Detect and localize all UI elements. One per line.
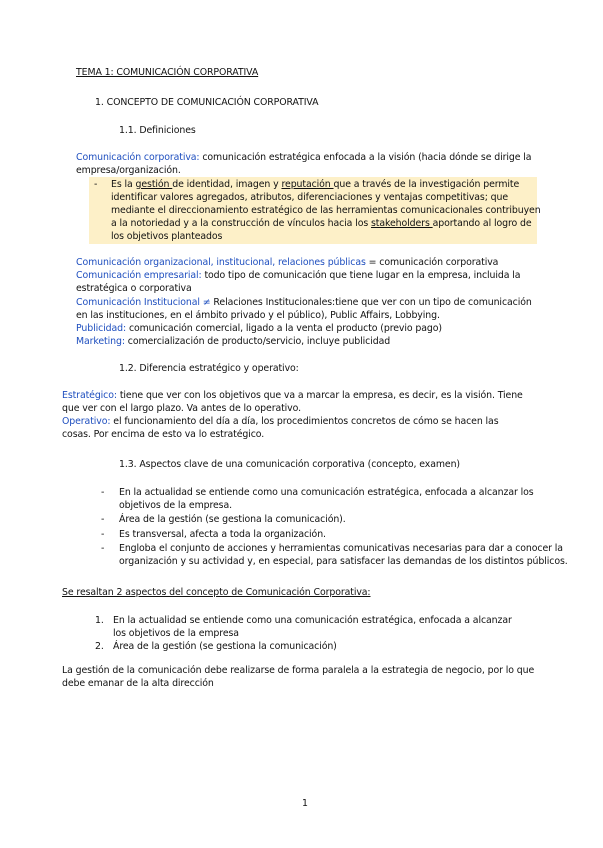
definition-empresarial-cont: estratégica o corporativa (76, 283, 192, 294)
definition-text-cont: empresa/organización. (76, 165, 181, 176)
term-stakeholders: stakeholders (371, 218, 433, 229)
subsection-heading-diferencia: 1.2. Diferencia estratégico y operativo: (119, 363, 299, 374)
text: Es la (111, 179, 136, 190)
term-organizacional: Comunicación organizacional, institucional, relaciones públicas (76, 257, 366, 268)
bullet-marker: - (101, 543, 105, 554)
list-dash: - (94, 179, 98, 190)
text: a la notoriedad y a la construcción de vínculos hacia los (111, 218, 372, 229)
term-institucional: Comunicación Institucional ≠ (76, 297, 211, 308)
list-number-1: 1. (95, 615, 104, 626)
page-title: TEMA 1: COMUNICACIÓN CORPORATIVA (76, 67, 259, 78)
bullet-4-cont: organización y su actividad y, en especial, para satisfacer las demandas de los distintos públicos. (119, 556, 568, 567)
term-estrategico: Estratégico: (62, 390, 117, 401)
closing-paragraph: La gestión de la comunicación debe realizarse de forma paralela a la estrategia de negocio, por lo que (62, 665, 535, 676)
definition-text: comunicación estratégica enfocada a la visión (hacia dónde se dirige la (199, 152, 532, 163)
definition-operativo (62, 415, 498, 428)
text: de identidad, imagen y (172, 179, 282, 190)
subsection-heading-aspectos: 1.3. Aspectos clave de una comunicación corporativa (concepto, examen) (119, 459, 460, 470)
numbered-item-2: Área de la gestión (se gestiona la comunicación) (113, 641, 337, 652)
definition-estrategico-cont: que ver con el largo plazo. Va antes de lo operativo. (62, 403, 301, 414)
text: que a través de la investigación permite (333, 179, 520, 190)
subsection-heading-definiciones: 1.1. Definiciones (119, 125, 196, 136)
text: aportando al logro de (432, 218, 532, 229)
term-comunicacion-corporativa: Comunicación corporativa: (76, 152, 200, 163)
definition-estrategico (62, 389, 523, 402)
page-number: 1 (302, 798, 308, 809)
highlight-line-1 (111, 178, 535, 191)
definition-corporativa (76, 151, 536, 164)
definition-institucional (76, 296, 532, 309)
term-marketing: Marketing: (76, 336, 125, 347)
closing-paragraph-cont: debe emanar de la alta dirección (62, 678, 214, 689)
bullet-1: En la actualidad se entiende como una comunicación estratégica, enfocada a alcanzar los (119, 487, 534, 498)
highlight-line-5: los objetivos planteados (111, 231, 223, 242)
term-publicidad: Publicidad: (76, 323, 127, 334)
definition-operativo-cont: cosas. Por encima de esto va lo estratégico. (62, 429, 265, 440)
section-heading: 1. CONCEPTO DE COMUNICACIÓN CORPORATIVA (95, 97, 319, 108)
highlight-line-2: identificar valores agregados, atributos, diferenciaciones y ventajas competitivas; que (111, 192, 509, 203)
definition-empresarial (76, 269, 520, 282)
term-empresarial: Comunicación empresarial: (76, 270, 202, 281)
numbered-item-1: En la actualidad se entiende como una comunicación estratégica, enfocada a alcanzar (113, 615, 512, 626)
definition-publicidad (76, 322, 442, 335)
bullet-3: Es transversal, afecta a toda la organización. (119, 529, 326, 540)
highlight-line-4 (111, 217, 532, 230)
resaltan-heading: Se resaltan 2 aspectos del concepto de Comunicación Corporativa: (62, 587, 371, 598)
term-reputacion: reputación (281, 179, 334, 190)
bullet-1-cont: objetivos de la empresa. (119, 500, 232, 511)
numbered-item-1-cont: los objetivos de la empresa (113, 628, 239, 639)
text: todo tipo de comunicación que tiene lugar en la empresa, incluida la (201, 270, 521, 281)
term-gestion: gestión (135, 179, 173, 190)
bullet-2: Área de la gestión (se gestiona la comunicación). (119, 514, 346, 525)
text: comunicación comercial, ligado a la venta el producto (previo pago) (126, 323, 442, 334)
text: Relaciones Institucionales:tiene que ver con un tipo de comunicación (210, 297, 532, 308)
definition-organizacional (76, 256, 498, 269)
highlight-line-3: mediante el direccionamiento estratégico de las herramientas comunicacionales contribuyen (111, 205, 541, 216)
text: comercialización de producto/servicio, incluye publicidad (124, 336, 391, 347)
term-operativo: Operativo: (62, 416, 111, 427)
definition-institucional-cont: en las instituciones, en el ámbito privado y el público), Public Affairs, Lobbying. (76, 310, 440, 321)
text: el funcionamiento del día a día, los procedimientos concretos de cómo se hacen las (110, 416, 499, 427)
list-number-2: 2. (95, 641, 104, 652)
bullet-marker: - (101, 529, 105, 540)
bullet-4: Engloba el conjunto de acciones y herramientas comunicativas necesarias para dar a conocer la (119, 543, 563, 554)
text: tiene que ver con los objetivos que va a marcar la empresa, es decir, es la visión. Tiene (116, 390, 523, 401)
bullet-marker: - (101, 514, 105, 525)
definition-marketing (76, 335, 390, 348)
bullet-marker: - (101, 487, 105, 498)
text: = comunicación corporativa (365, 257, 499, 268)
